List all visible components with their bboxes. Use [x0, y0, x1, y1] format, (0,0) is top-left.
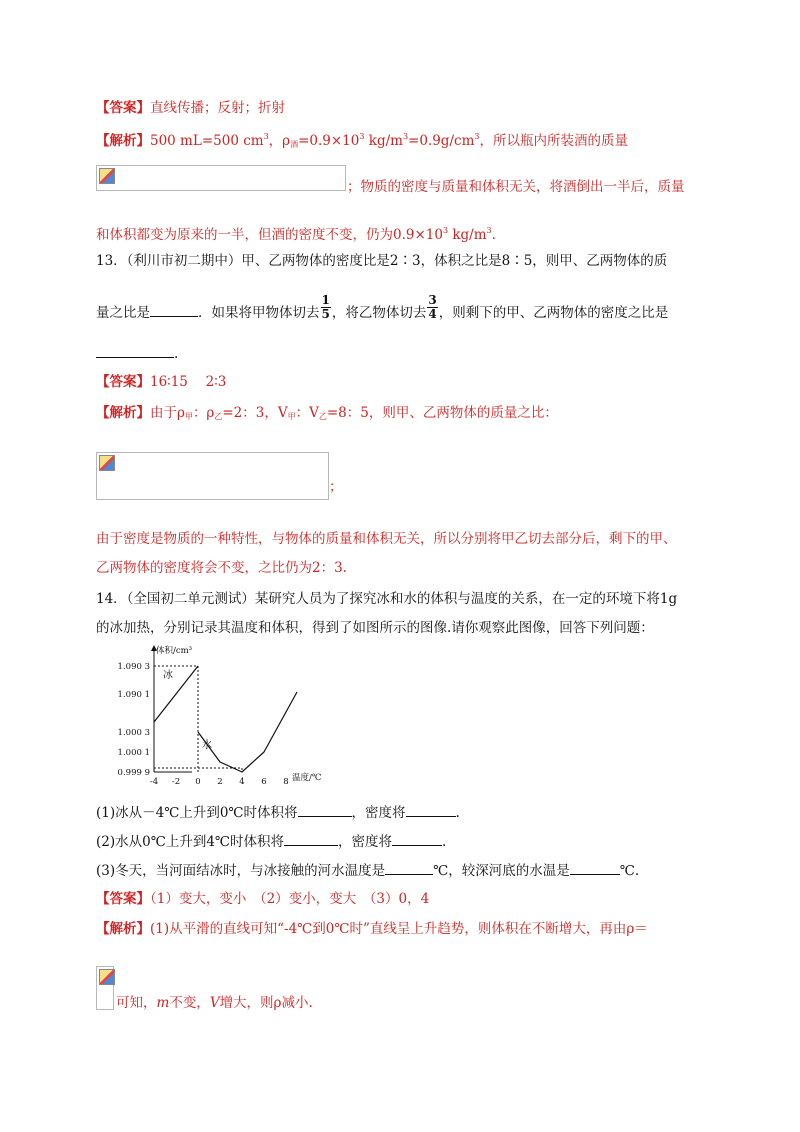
- y-axis-label: 体积/cm³: [156, 646, 193, 656]
- q12-text: 和体积都变为原来的一半，但酒的密度不变，仍为0.9×10: [96, 227, 443, 243]
- q13-analysis-line: [96, 403, 558, 427]
- q14-stem-2: 的冰加热，分别记录其温度和体积，得到了如图所示的图像.请你观察此图像，回答下列问题：: [96, 620, 654, 636]
- analysis-tag: 【解析】: [96, 405, 150, 421]
- q13-text: ，将乙物体切去: [331, 305, 427, 321]
- q14-part3: [96, 860, 639, 881]
- y-tick-label: 1.090 1: [117, 690, 150, 700]
- q14-stem-1: 14．（全国初二单元测试）某研究人员为了探究冰和水的体积与温度的关系，在一定的环境下将1g: [96, 591, 678, 607]
- q13-stem-2: [96, 293, 669, 327]
- q14-text: (2)水从0℃上升到4℃时体积将: [96, 834, 285, 850]
- y-tick-labels: [118, 662, 150, 778]
- q14-text: ，密度将: [338, 834, 393, 850]
- q12-text: .: [491, 227, 496, 243]
- broken-image-icon: [99, 168, 115, 184]
- q14-text: 可知，: [116, 995, 157, 1011]
- broken-image-icon: [99, 455, 115, 471]
- analysis-tag: 【解析】: [96, 921, 150, 937]
- q13-text: ，则剩下的甲、乙两物体的密度之比是: [438, 305, 669, 321]
- q14-text: 不变，: [169, 995, 210, 1011]
- q13-stem-3: [96, 343, 178, 364]
- x-tick-label: 2: [217, 777, 223, 787]
- x-tick-label: 8: [283, 777, 289, 787]
- q13-text: =2：3，V: [222, 405, 288, 421]
- q14-text: ℃，较深河底的水温是: [433, 863, 570, 879]
- answer-blank: [392, 831, 442, 846]
- q12-analysis-line: [96, 127, 628, 155]
- q14-part2: [96, 831, 446, 852]
- x-tick-label: 6: [261, 777, 267, 787]
- q14-symbol-m: m: [156, 995, 170, 1011]
- volume-temperature-graph: [96, 638, 322, 788]
- x-tick-label: -2: [171, 777, 181, 787]
- q13-after-image: ；: [329, 479, 343, 495]
- q14-text: ℃.: [619, 863, 640, 879]
- q13-line3: 乙两物体的密度将会不变，之比仍为2：3.: [96, 560, 347, 576]
- q13-text: .: [174, 346, 179, 362]
- q14-text: ，密度将: [351, 805, 406, 821]
- answer-tag: 【答案】: [96, 100, 150, 116]
- q13-line2: 由于密度是物质的一种特性，与物体的质量和体积无关，所以分别将甲乙切去部分后，剩下的甲、: [96, 531, 677, 547]
- sub: 甲: [184, 412, 193, 421]
- fraction-numerator: 1: [321, 293, 330, 307]
- q12-text: ，所以瓶内所装酒的质量: [479, 133, 628, 149]
- broken-image: [96, 165, 346, 191]
- q12-text: ，ρ: [268, 133, 291, 149]
- sub: 乙: [214, 412, 223, 421]
- answer-blank: [570, 860, 620, 875]
- q13-text: 由于ρ: [150, 405, 185, 421]
- sup: 3: [263, 132, 269, 141]
- sup: 3: [402, 132, 409, 141]
- fraction-denominator: 5: [321, 307, 330, 321]
- q14-answer-line: [96, 889, 429, 909]
- y-tick-label: 1.090 3: [117, 662, 150, 672]
- q12-text: =0.9g/cm: [408, 133, 475, 149]
- q13-text: ：ρ: [192, 405, 215, 421]
- q13-answer-line: [96, 372, 226, 392]
- q12-text: =0.9×10: [298, 133, 360, 149]
- q14-text: .: [455, 805, 460, 821]
- q12-answer-line: [96, 98, 285, 118]
- answer-blank: [150, 302, 198, 317]
- q12-after-image: ；物质的密度与质量和体积无关，将酒倒出一半后，质量: [347, 179, 685, 195]
- y-tick-label: 0.999 9: [117, 768, 150, 778]
- answer-blank: [298, 802, 352, 817]
- broken-image: [96, 966, 114, 1010]
- q13-text: =8：5，则甲、乙两物体的质量之比：: [326, 405, 558, 421]
- y-tick-label: 1.000 1: [117, 748, 150, 758]
- sup: 3: [359, 132, 365, 141]
- q12-line2: [96, 221, 496, 245]
- answer-tag: 【答案】: [96, 374, 150, 390]
- water-series-curve: [198, 692, 297, 772]
- answer-tag: 【答案】: [96, 891, 150, 907]
- x-tick-labels: [150, 777, 289, 787]
- ice-series-line: [154, 666, 198, 722]
- q12-answer: 直线传播；反射；折射: [150, 100, 285, 116]
- q12-text: kg/m: [448, 227, 487, 243]
- q14-last-line: [116, 993, 313, 1013]
- sub: 酒: [290, 140, 299, 149]
- x-tick-label: -4: [149, 777, 159, 787]
- q13-answer: 16∶15 2∶3: [150, 374, 227, 390]
- sup: 3: [442, 226, 449, 235]
- water-series-label: 水: [202, 740, 212, 751]
- broken-image-icon: [99, 969, 115, 985]
- analysis-tag: 【解析】: [96, 133, 150, 149]
- fraction: [321, 294, 331, 321]
- answer-blank: [406, 802, 456, 817]
- sup: 3: [486, 226, 492, 235]
- sup: 3: [474, 132, 480, 141]
- q13-stem-1: 13．（利川市初二期中）甲、乙两物体的密度比是2∶3，体积之比是8∶5，则甲、乙两物体的质: [96, 253, 668, 269]
- fraction-denominator: 4: [428, 307, 437, 321]
- q14-symbol-v: V: [209, 995, 220, 1011]
- q12-text: 500 mL=500 cm: [150, 133, 264, 149]
- q12-text: kg/m: [364, 133, 403, 149]
- q14-analysis: (1)从平滑的直线可知“-4℃到0℃时”直线呈上升趋势，则体积在不断增大，再由ρ＝: [150, 921, 648, 937]
- sub: 乙: [318, 412, 327, 421]
- x-tick-label: 0: [195, 777, 201, 787]
- q14-analysis-line: [96, 919, 648, 939]
- q14-answer: （1）变大，变小 （2）变小，变大 （3）0，4: [150, 891, 430, 907]
- y-tick-label: 1.000 3: [117, 728, 150, 738]
- q14-text: .: [442, 834, 447, 850]
- answer-blank: [96, 343, 174, 358]
- sub: 甲: [287, 412, 296, 421]
- x-tick-label: 4: [239, 777, 245, 787]
- x-axis-label: 温度/℃: [292, 773, 322, 783]
- q14-part1: [96, 802, 460, 823]
- q13-text: ．如果将甲物体切去: [198, 305, 320, 321]
- answer-blank: [385, 860, 433, 875]
- q13-text: ：V: [295, 405, 319, 421]
- series-group: [154, 666, 297, 772]
- fraction-numerator: 3: [428, 293, 437, 307]
- q14-text: (3)冬天，当河面结冰时，与冰接触的河水温度是: [96, 863, 386, 879]
- q14-text: 增大，则ρ减小.: [219, 995, 313, 1011]
- broken-image: [96, 452, 329, 500]
- q14-text: (1)冰从－4℃上升到0℃时体积将: [96, 805, 298, 821]
- q13-text: 量之比是: [96, 305, 150, 321]
- ice-series-label: 冰: [163, 670, 173, 681]
- fraction: [427, 294, 437, 321]
- answer-blank: [284, 831, 338, 846]
